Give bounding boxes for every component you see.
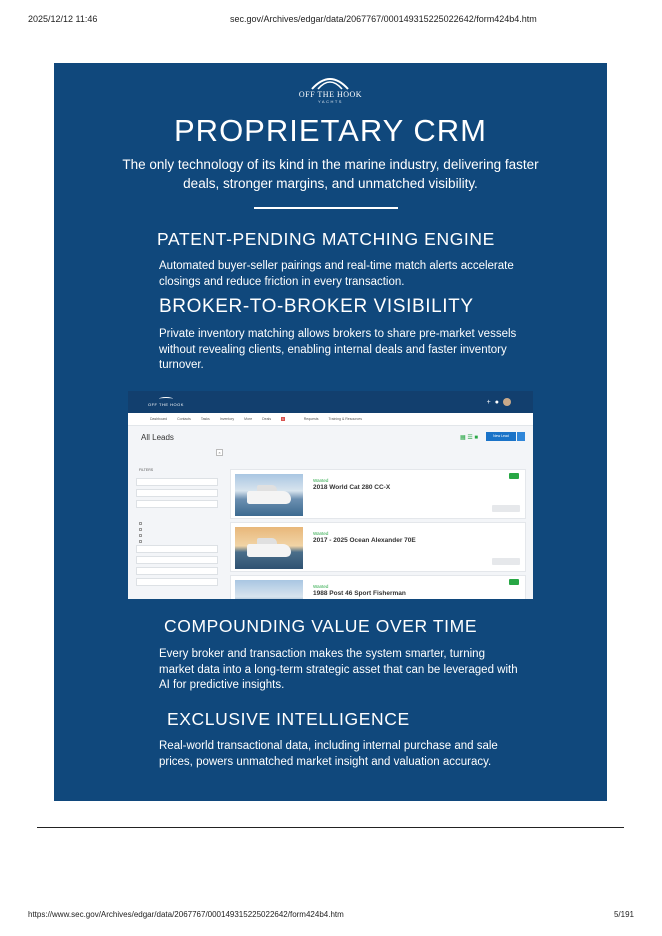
lead-name: 2017 - 2025 Ocean Alexander 70E xyxy=(313,537,416,544)
crm-logo: OFF THE HOOK xyxy=(148,397,184,407)
nav-item-inventory: Inventory xyxy=(219,417,235,421)
nav-item-contacts: Contacts xyxy=(177,417,191,421)
lead-card xyxy=(230,469,526,519)
filter-select xyxy=(136,500,218,508)
lead-name: 1988 Post 46 Sport Fisherman xyxy=(313,590,406,597)
avatar xyxy=(503,398,511,406)
nav-item-tasks: Tasks xyxy=(200,417,210,421)
crm-flyer xyxy=(54,63,607,801)
add-icon: + xyxy=(486,398,491,406)
lead-name: 2018 World Cat 280 CC-X xyxy=(313,484,391,491)
filter-checkbox xyxy=(139,533,218,537)
view-toggle-icons: ▦ ☰ ■ xyxy=(460,435,479,441)
crm-screenshot xyxy=(128,391,533,599)
company-logo xyxy=(54,71,607,107)
section-body-intelligence: Real-world transactional data, including internal purchase and sale prices, powers unmatched market insight and valuation accuracy. xyxy=(159,740,498,768)
section-heading-matching: PATENT-PENDING MATCHING ENGINE xyxy=(157,229,495,249)
logo-subtitle: YACHTS xyxy=(318,99,343,104)
boat-photo xyxy=(235,474,303,516)
nav-item-requests: Requests xyxy=(303,417,319,421)
boat-photo xyxy=(235,580,303,599)
lead-status: Wanted xyxy=(313,478,329,483)
footer-rule xyxy=(37,827,624,828)
crm-filters-panel xyxy=(136,465,218,599)
filter-select xyxy=(136,478,218,486)
section-body-matching: Automated buyer-seller pairings and real-time match alerts accelerate closings and reduce friction in every transaction. xyxy=(159,260,514,288)
nav-item-dashboard: Dashboard xyxy=(150,417,168,421)
crm-topbar xyxy=(128,391,533,413)
new-lead-dropdown xyxy=(517,432,525,441)
lead-card xyxy=(230,522,526,572)
crm-nav xyxy=(128,413,533,426)
filters-title: FILTERS xyxy=(139,468,154,472)
new-lead-button: New Lead xyxy=(486,432,516,441)
flyer-title: PROPRIETARY CRM xyxy=(174,113,487,148)
lead-status: Wanted xyxy=(313,584,329,589)
print-header xyxy=(28,14,634,28)
filter-select xyxy=(136,578,218,586)
filter-checkbox xyxy=(139,539,218,543)
logo-arc-icon xyxy=(308,73,352,91)
lead-action-button xyxy=(492,558,520,565)
filter-select xyxy=(136,545,218,553)
nav-item-more: More xyxy=(244,417,253,421)
section-body-value: Every broker and transaction makes the system smarter, turning market data into a long-term strategic asset that can be leveraged with AI for predictive insights. xyxy=(159,648,518,691)
crm-page-title: All Leads xyxy=(141,433,174,442)
page-number: 5/191 xyxy=(613,910,634,919)
lead-badge xyxy=(509,579,519,585)
section-heading-visibility: BROKER-TO-BROKER VISIBILITY xyxy=(159,296,474,317)
print-url: sec.gov/Archives/edgar/data/2067767/000149315225022642/form424b4.htm xyxy=(230,14,537,24)
boat-photo xyxy=(235,527,303,569)
filter-select xyxy=(136,489,218,497)
lead-badge xyxy=(509,473,519,479)
flyer-tagline: The only technology of its kind in the marine industry, delivering faster deals, stronger margins, and unmatched visibility. xyxy=(122,157,539,191)
crm-topbar-icons xyxy=(483,398,511,406)
title-divider xyxy=(254,207,398,209)
filter-checkbox xyxy=(139,521,218,525)
section-heading-value: COMPOUNDING VALUE OVER TIME xyxy=(164,616,478,636)
nav-item-deals: Deals 1 xyxy=(262,417,284,421)
print-date: 2025/12/12 11:46 xyxy=(28,14,98,24)
footer-url: https://www.sec.gov/Archives/edgar/data/2067767/000149315225022642/form424b4.htm xyxy=(28,910,344,919)
section-heading-intelligence: EXCLUSIVE INTELLIGENCE xyxy=(167,709,410,729)
bell-icon: ● xyxy=(494,398,499,406)
logo-brand: OFF THE HOOK xyxy=(298,90,363,99)
lead-card xyxy=(230,575,526,599)
lead-action-button xyxy=(492,505,520,512)
filter-checkbox xyxy=(139,527,218,531)
close-filters-icon: × xyxy=(216,449,223,456)
section-body-visibility: Private inventory matching allows brokers to share pre-market vessels without revealing clients, enabling internal deals and faster inventory turnover. xyxy=(159,328,517,371)
nav-item-training: Training & Resources xyxy=(328,417,362,421)
lead-status: Wanted xyxy=(313,531,329,536)
print-footer xyxy=(28,910,634,922)
filter-select xyxy=(136,556,218,564)
filter-select xyxy=(136,567,218,575)
